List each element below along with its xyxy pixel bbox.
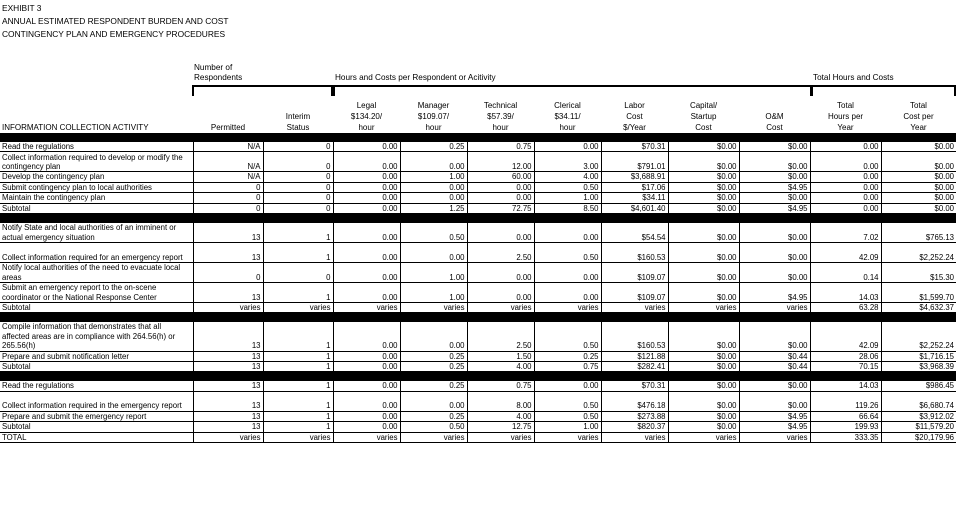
value-cell: 0.75 — [534, 362, 601, 372]
value-cell: varies — [739, 432, 810, 442]
value-cell: $0.00 — [668, 152, 739, 172]
activity-cell: Subtotal — [0, 303, 193, 313]
value-cell: 0.50 — [400, 223, 467, 243]
activity-cell: Collect information required in the emergency report — [0, 391, 193, 411]
value-cell: 63.28 — [810, 303, 881, 313]
col-header-activity: INFORMATION COLLECTION ACTIVITY — [2, 123, 149, 132]
value-cell: 42.09 — [810, 243, 881, 263]
value-cell: 28.06 — [810, 351, 881, 361]
value-cell: 0.00 — [467, 263, 534, 283]
value-cell: 0.25 — [534, 351, 601, 361]
value-cell: 0 — [193, 263, 263, 283]
value-cell: 0.00 — [810, 182, 881, 192]
value-cell: 2.50 — [467, 243, 534, 263]
value-cell: $0.00 — [881, 193, 956, 203]
value-cell: $0.00 — [739, 243, 810, 263]
value-cell: 0.00 — [810, 172, 881, 182]
activity-cell: Prepare and submit notification letter — [0, 351, 193, 361]
value-cell: 0.00 — [333, 422, 400, 432]
value-cell: $273.88 — [601, 411, 668, 421]
value-cell: varies — [601, 432, 668, 442]
value-cell: 1.00 — [534, 422, 601, 432]
table-row — [0, 142, 956, 152]
section-separator — [0, 214, 956, 224]
value-cell: $17.06 — [601, 182, 668, 192]
activity-cell: Submit an emergency report to the on-scene coordinator or the National Response Center — [0, 283, 193, 303]
value-cell: $476.18 — [601, 391, 668, 411]
value-cell: 2.50 — [467, 322, 534, 351]
respondents-group-label: Number of Respondents — [194, 63, 243, 82]
value-cell: $0.00 — [668, 411, 739, 421]
section-separator — [0, 372, 956, 382]
value-cell: 0.50 — [534, 243, 601, 263]
value-cell: $0.00 — [739, 381, 810, 391]
value-cell: $160.53 — [601, 322, 668, 351]
value-cell: $4.95 — [739, 422, 810, 432]
header-row — [0, 95, 956, 133]
table-row — [0, 182, 956, 192]
value-cell: 0.00 — [333, 223, 400, 243]
value-cell: 4.00 — [534, 172, 601, 182]
value-cell: $4,632.37 — [881, 303, 956, 313]
value-cell: $70.31 — [601, 142, 668, 152]
value-cell: $3,912.02 — [881, 411, 956, 421]
activity-cell: Subtotal — [0, 362, 193, 372]
value-cell: $0.00 — [668, 223, 739, 243]
value-cell: varies — [333, 303, 400, 313]
value-cell: 1.25 — [400, 203, 467, 213]
value-cell: $0.00 — [668, 391, 739, 411]
activity-cell: Submit contingency plan to local authorities — [0, 182, 193, 192]
value-cell: $0.00 — [739, 263, 810, 283]
table-row — [0, 263, 956, 283]
subtotal-row — [0, 422, 956, 432]
value-cell: 1 — [263, 243, 333, 263]
value-cell: 0.00 — [400, 322, 467, 351]
value-cell: $0.00 — [668, 193, 739, 203]
value-cell: 13 — [193, 243, 263, 263]
table-row — [0, 381, 956, 391]
hours-costs-group-label: Hours and Costs per Respondent or Acitivity — [335, 73, 496, 82]
value-cell: 0.00 — [333, 381, 400, 391]
value-cell: varies — [263, 303, 333, 313]
value-cell: 13 — [193, 411, 263, 421]
value-cell: $0.00 — [739, 142, 810, 152]
table-row — [0, 322, 956, 351]
value-cell: 42.09 — [810, 322, 881, 351]
value-cell: 12.75 — [467, 422, 534, 432]
value-cell: 0.50 — [534, 322, 601, 351]
value-cell: 1 — [263, 283, 333, 303]
value-cell: 70.15 — [810, 362, 881, 372]
value-cell: N/A — [193, 172, 263, 182]
value-cell: 0.50 — [534, 182, 601, 192]
value-cell: varies — [739, 303, 810, 313]
value-cell: 0.00 — [467, 283, 534, 303]
value-cell: $0.00 — [881, 142, 956, 152]
value-cell: varies — [193, 432, 263, 442]
col-header-total-cost: Total Cost per Year — [903, 101, 934, 132]
totals-group-label: Total Hours and Costs — [813, 73, 894, 82]
value-cell: 8.00 — [467, 391, 534, 411]
value-cell: 0 — [193, 193, 263, 203]
subtotal-row — [0, 303, 956, 313]
value-cell: 14.03 — [810, 283, 881, 303]
value-cell: varies — [400, 432, 467, 442]
value-cell: 0.00 — [333, 411, 400, 421]
value-cell: $0.00 — [668, 422, 739, 432]
value-cell: 0.00 — [400, 243, 467, 263]
value-cell: N/A — [193, 152, 263, 172]
value-cell: 0 — [263, 152, 333, 172]
value-cell: varies — [534, 432, 601, 442]
value-cell: 1.00 — [400, 283, 467, 303]
value-cell: 0.00 — [333, 263, 400, 283]
value-cell: N/A — [193, 142, 263, 152]
value-cell: 1 — [263, 351, 333, 361]
value-cell: 0.00 — [333, 142, 400, 152]
value-cell: 8.50 — [534, 203, 601, 213]
value-cell: 7.02 — [810, 223, 881, 243]
value-cell: 0 — [263, 182, 333, 192]
value-cell: 0 — [263, 193, 333, 203]
activity-cell: Notify State and local authorities of an imminent or actual emergency situation — [0, 223, 193, 243]
value-cell: $0.00 — [668, 203, 739, 213]
value-cell: $820.37 — [601, 422, 668, 432]
value-cell: $109.07 — [601, 263, 668, 283]
value-cell: $0.00 — [668, 172, 739, 182]
value-cell: 1.00 — [400, 263, 467, 283]
value-cell: 13 — [193, 391, 263, 411]
value-cell: 3.00 — [534, 152, 601, 172]
activity-cell: Collect information required for an emergency report — [0, 243, 193, 263]
value-cell: $0.00 — [881, 152, 956, 172]
value-cell: $986.45 — [881, 381, 956, 391]
value-cell: varies — [668, 303, 739, 313]
col-header-legal: Legal $134.20/ hour — [350, 101, 383, 132]
value-cell: $0.00 — [739, 223, 810, 243]
value-cell: varies — [467, 303, 534, 313]
value-cell: varies — [333, 432, 400, 442]
value-cell: $282.41 — [601, 362, 668, 372]
value-cell: $0.44 — [739, 351, 810, 361]
exhibit-subheading: CONTINGENCY PLAN AND EMERGENCY PROCEDURES — [2, 29, 226, 39]
value-cell: 0.25 — [400, 351, 467, 361]
value-cell: $0.00 — [739, 391, 810, 411]
value-cell: 0.00 — [333, 172, 400, 182]
value-cell: $34.11 — [601, 193, 668, 203]
value-cell: 0.00 — [534, 263, 601, 283]
value-cell: varies — [467, 432, 534, 442]
value-cell: 0.00 — [467, 223, 534, 243]
table-row — [0, 391, 956, 411]
value-cell: 14.03 — [810, 381, 881, 391]
value-cell: 0 — [193, 203, 263, 213]
value-cell: $0.00 — [739, 152, 810, 172]
activity-cell: Prepare and submit the emergency report — [0, 411, 193, 421]
value-cell: 1 — [263, 422, 333, 432]
value-cell: 60.00 — [467, 172, 534, 182]
value-cell: $0.00 — [881, 172, 956, 182]
value-cell: $15.30 — [881, 263, 956, 283]
value-cell: 0.00 — [400, 193, 467, 203]
value-cell: 199.93 — [810, 422, 881, 432]
value-cell: 0.00 — [400, 152, 467, 172]
value-cell: 0 — [263, 172, 333, 182]
value-cell: $4.95 — [739, 283, 810, 303]
value-cell: $4,601.40 — [601, 203, 668, 213]
value-cell: 0.00 — [333, 362, 400, 372]
col-header-total-hours: Total Hours per Year — [827, 101, 864, 132]
value-cell: varies — [601, 303, 668, 313]
value-cell: varies — [668, 432, 739, 442]
value-cell: 119.26 — [810, 391, 881, 411]
activity-cell: Collect information required to develop or modify the contingency plan — [0, 152, 193, 172]
value-cell: 0 — [193, 182, 263, 192]
value-cell: 13 — [193, 322, 263, 351]
value-cell: $20,179.96 — [881, 432, 956, 442]
value-cell: 0.00 — [400, 182, 467, 192]
value-cell: 0.00 — [333, 391, 400, 411]
value-cell: 0.75 — [467, 381, 534, 391]
value-cell: 13 — [193, 362, 263, 372]
value-cell: 0.00 — [333, 203, 400, 213]
value-cell: 0.00 — [534, 381, 601, 391]
value-cell: 13 — [193, 351, 263, 361]
value-cell: 0.00 — [810, 152, 881, 172]
value-cell: $2,252.24 — [881, 243, 956, 263]
value-cell: 0.50 — [534, 411, 601, 421]
value-cell: 12.00 — [467, 152, 534, 172]
value-cell: 1 — [263, 322, 333, 351]
col-header-manager: Manager $109.07/ hour — [417, 101, 450, 132]
value-cell: 13 — [193, 381, 263, 391]
value-cell: 13 — [193, 283, 263, 303]
value-cell: $0.00 — [668, 322, 739, 351]
value-cell: 1.00 — [400, 172, 467, 182]
section-separator — [0, 313, 956, 323]
table-row — [0, 283, 956, 303]
value-cell: $0.00 — [668, 142, 739, 152]
value-cell: $0.00 — [668, 182, 739, 192]
section-separator — [0, 133, 956, 142]
value-cell: 1.00 — [534, 193, 601, 203]
value-cell: 0.00 — [810, 203, 881, 213]
value-cell: 0.00 — [333, 182, 400, 192]
activity-cell: Read the regulations — [0, 142, 193, 152]
value-cell: $70.31 — [601, 381, 668, 391]
value-cell: 0.25 — [400, 362, 467, 372]
value-cell: varies — [400, 303, 467, 313]
value-cell: 0.25 — [400, 142, 467, 152]
value-cell: 0.75 — [467, 142, 534, 152]
col-header-technical: Technical $57.39/ hour — [483, 101, 518, 132]
subtotal-row — [0, 362, 956, 372]
burden-table — [0, 95, 956, 443]
value-cell: 1 — [263, 391, 333, 411]
value-cell: varies — [193, 303, 263, 313]
col-header-labor: Labor Cost $/Year — [623, 101, 646, 132]
col-header-clerical: Clerical $34.11/ hour — [554, 101, 581, 132]
value-cell: 1 — [263, 362, 333, 372]
value-cell: $3,968.39 — [881, 362, 956, 372]
col-header-interim: Interim Status — [285, 112, 311, 132]
value-cell: $0.00 — [668, 263, 739, 283]
value-cell: varies — [534, 303, 601, 313]
exhibit-title — [2, 2, 228, 41]
value-cell: $1,716.15 — [881, 351, 956, 361]
value-cell: 4.00 — [467, 411, 534, 421]
value-cell: 0.00 — [333, 283, 400, 303]
value-cell: 0 — [263, 142, 333, 152]
col-header-permitted: Permitted — [210, 123, 246, 132]
value-cell: $0.00 — [881, 203, 956, 213]
value-cell: 0.00 — [534, 283, 601, 303]
activity-cell: Maintain the contingency plan — [0, 193, 193, 203]
value-cell: 0.00 — [810, 193, 881, 203]
value-cell: 0 — [263, 263, 333, 283]
value-cell: 72.75 — [467, 203, 534, 213]
activity-cell: TOTAL — [0, 432, 193, 442]
value-cell: 0.00 — [467, 182, 534, 192]
value-cell: 0.25 — [400, 381, 467, 391]
value-cell: 0.00 — [333, 243, 400, 263]
value-cell: $0.00 — [668, 362, 739, 372]
value-cell: 1 — [263, 381, 333, 391]
value-cell: 0.00 — [400, 391, 467, 411]
value-cell: $765.13 — [881, 223, 956, 243]
exhibit-number: EXHIBIT 3 — [2, 3, 42, 13]
value-cell: $0.00 — [668, 381, 739, 391]
value-cell: 0.25 — [400, 411, 467, 421]
exhibit-heading: ANNUAL ESTIMATED RESPONDENT BURDEN AND COST — [2, 16, 229, 26]
value-cell: 0 — [263, 203, 333, 213]
value-cell: 0.00 — [333, 351, 400, 361]
subtotal-row — [0, 203, 956, 213]
value-cell: varies — [263, 432, 333, 442]
value-cell: $0.00 — [668, 243, 739, 263]
value-cell: $4.95 — [739, 203, 810, 213]
table-row — [0, 223, 956, 243]
value-cell: $0.00 — [739, 193, 810, 203]
value-cell: 0.00 — [333, 193, 400, 203]
table-row — [0, 411, 956, 421]
value-cell: $3,688.91 — [601, 172, 668, 182]
table-row — [0, 243, 956, 263]
value-cell: $0.00 — [739, 322, 810, 351]
total-row — [0, 432, 956, 442]
value-cell: 13 — [193, 223, 263, 243]
activity-cell: Read the regulations — [0, 381, 193, 391]
value-cell: 0.00 — [534, 142, 601, 152]
value-cell: 0.00 — [534, 223, 601, 243]
value-cell: 0.00 — [467, 193, 534, 203]
value-cell: $0.00 — [668, 351, 739, 361]
value-cell: $6,680.74 — [881, 391, 956, 411]
value-cell: $160.53 — [601, 243, 668, 263]
table-row — [0, 193, 956, 203]
value-cell: $11,579.20 — [881, 422, 956, 432]
activity-cell: Subtotal — [0, 422, 193, 432]
value-cell: $1,599.70 — [881, 283, 956, 303]
value-cell: 1 — [263, 223, 333, 243]
activity-cell: Subtotal — [0, 203, 193, 213]
value-cell: $791.01 — [601, 152, 668, 172]
value-cell: 0.00 — [810, 142, 881, 152]
value-cell: $109.07 — [601, 283, 668, 303]
activity-cell: Notify local authorities of the need to evacuate local areas — [0, 263, 193, 283]
value-cell: 0.00 — [333, 322, 400, 351]
value-cell: 13 — [193, 422, 263, 432]
activity-cell: Develop the contingency plan — [0, 172, 193, 182]
table-row — [0, 152, 956, 172]
value-cell: 66.64 — [810, 411, 881, 421]
value-cell: 1.50 — [467, 351, 534, 361]
value-cell: $0.00 — [739, 172, 810, 182]
col-header-capital: Capital/ Startup Cost — [689, 101, 718, 132]
col-header-om: O&M Cost — [765, 112, 784, 132]
value-cell: 333.35 — [810, 432, 881, 442]
value-cell: 1 — [263, 411, 333, 421]
value-cell: $4.95 — [739, 411, 810, 421]
value-cell: $54.54 — [601, 223, 668, 243]
value-cell: 0.50 — [534, 391, 601, 411]
table-row — [0, 172, 956, 182]
activity-cell: Compile information that demonstrates that all affected areas are in compliance with 264.56(h) or 265.56(h) — [0, 322, 193, 351]
value-cell: 0.50 — [400, 422, 467, 432]
value-cell: 0.00 — [333, 152, 400, 172]
value-cell: $0.00 — [881, 182, 956, 192]
value-cell: $2,252.24 — [881, 322, 956, 351]
value-cell: $0.44 — [739, 362, 810, 372]
value-cell: $4.95 — [739, 182, 810, 192]
value-cell: 0.14 — [810, 263, 881, 283]
value-cell: 4.00 — [467, 362, 534, 372]
value-cell: $0.00 — [668, 283, 739, 303]
value-cell: $121.88 — [601, 351, 668, 361]
table-row — [0, 351, 956, 361]
